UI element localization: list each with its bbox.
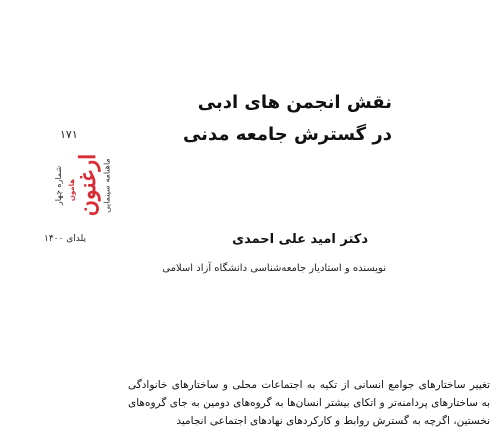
article-body [128,376,490,430]
author-name: دکتر امید علی احمدی [232,232,368,247]
logo-text: ارغنون [75,153,101,217]
sub-brand-label: هامون [68,178,76,202]
article-title-line-1: نقش انجمن های ادبی [197,92,392,113]
journal-series-label [100,140,114,230]
body-paragraph: تغییر ساختارهای جوامع انسانی از تکیه به اجتماعات محلی و ساختارهای خانوادگی به ساختارهای پردامنه‌تر و اتکای بیشتر انسان‌ها به گروه‌های دومین به جای گروه‌های نخستین، اگرچه به گسترش روابط و کارکردهای نهادهای اجتماعی انجامید [128,379,490,427]
issue-date: یلدای ۱۴۰۰ [44,234,86,244]
journal-block [52,140,112,232]
journal-series [52,140,66,230]
article-title-line-2: در گسترش جامعه مدنی [182,124,392,145]
page-number: ۱۷۱ [60,128,78,141]
issue-label: شماره چهار [54,165,64,205]
author-affiliation: نویسنده و استادیار جامعه‌شناسی دانشگاه آزاد اسلامی [162,263,386,274]
journal-logo [76,140,100,230]
series-label: ماهنامه سینمایی [102,157,112,213]
